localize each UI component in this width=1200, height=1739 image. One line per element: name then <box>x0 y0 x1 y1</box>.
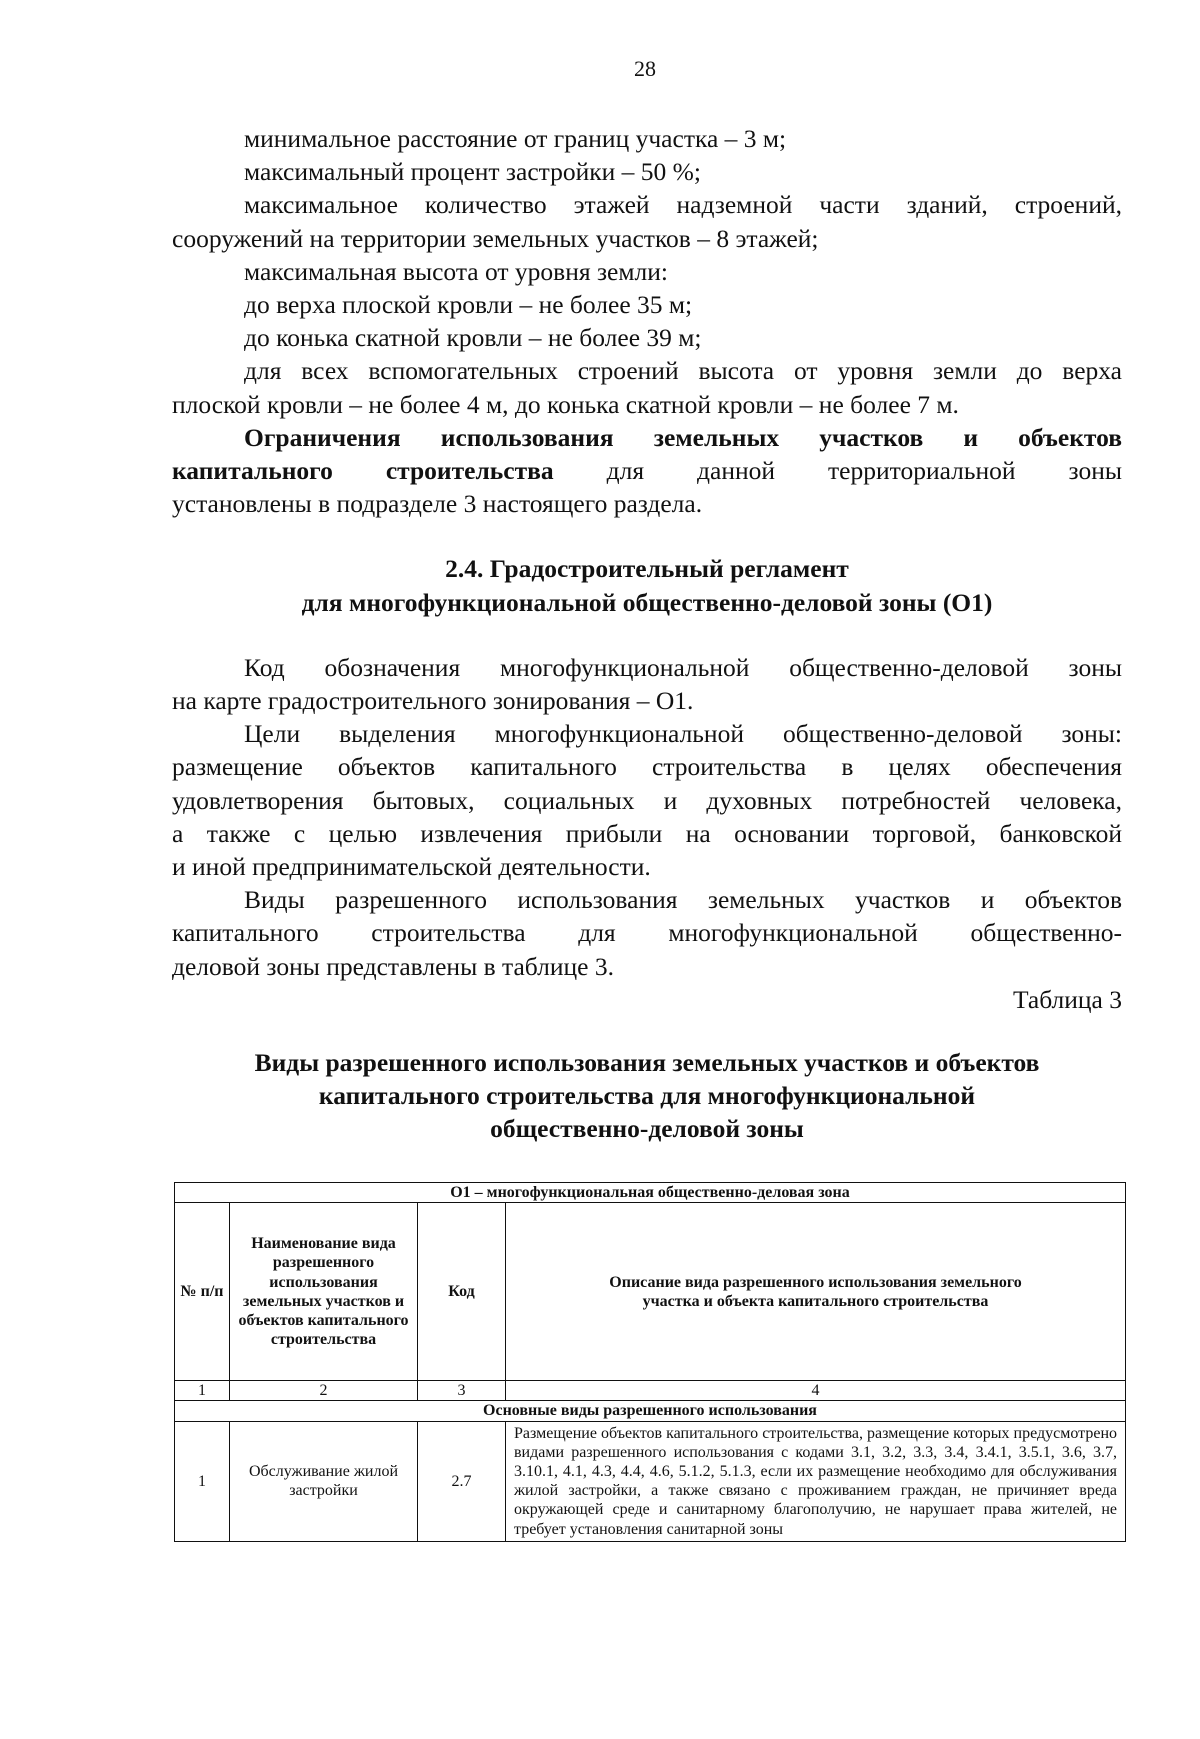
text-line: до конька скатной кровли – не более 39 м; <box>244 323 702 353</box>
group-header: Основные виды разрешенного использования <box>175 1401 1126 1421</box>
text-line: деловой зоны представлены в таблице 3. <box>172 951 614 981</box>
text-line: максимальная высота от уровня земли: <box>244 256 668 286</box>
section-title-line: 2.4. Градостроительный регламент <box>445 554 849 584</box>
text-line: минимальное расстояние от границ участка – 3 м; <box>244 124 787 153</box>
text-line: Цели выделения многофункциональной общественно-деловой зоны: <box>244 719 1122 749</box>
table-title-line: общественно-деловой зоны <box>490 1114 804 1144</box>
col-header-code: Код <box>418 1203 506 1381</box>
document-body <box>172 122 1122 1146</box>
index-cell: 3 <box>418 1381 506 1401</box>
table-label: Таблица 3 <box>1012 984 1122 1014</box>
row-name: Обслуживание жилой застройки <box>230 1421 418 1541</box>
text-line: Виды разрешенного использования земельных участков и объектов <box>244 885 1122 915</box>
text-line: и иной предпринимательской деятельности. <box>172 852 651 882</box>
restrictions-text-fragment: для данной территориальной зоны <box>606 456 1122 486</box>
text-line: плоской кровли – не более 4 м, до конька скатной кровли – не более 7 м. <box>172 389 959 419</box>
col-header-description: Описание вида разрешенного использования земельного участка и объекта капитального строительства <box>506 1203 1126 1381</box>
text-line: капитального строительства для многофункциональной общественно- <box>172 918 1122 948</box>
text-line: до верха плоской кровли – не более 35 м; <box>244 290 693 320</box>
text-line: размещение объектов капитального строительства в целях обеспечения <box>172 752 1122 782</box>
table-title-line: капитального строительства для многофункциональной <box>318 1081 976 1111</box>
index-cell: 4 <box>506 1381 1126 1401</box>
section-title-line: для многофункциональной общественно-деловой зоны (О1) <box>301 587 993 617</box>
row-description: Размещение объектов капитального строительства, размещение которых предусмотрено видами разрешенного использования с кодами 3.1, 3.2, 3.3, 3.4, 3.4.1, 3.5.1, 3.6, 3.7, 3.10.1, 4.1, 4.3, 4.4, 4.6, 5.1.2, 5.1.3, если их размещение необходимо для обслуживания жилой застройки, а также связано с проживанием граждан, не причиняет вреда окружающей среде и санитарному благополучию, не нарушает права жителей, не требует установления санитарной зоны <box>506 1421 1126 1541</box>
text-line: для всех вспомогательных строений высота от уровня земли до верха <box>244 356 1122 386</box>
index-cell: 1 <box>175 1381 230 1401</box>
text-line: удовлетворения бытовых, социальных и духовных потребностей человека, <box>172 785 1122 815</box>
row-num: 1 <box>175 1421 230 1541</box>
text-line: а также с целью извлечения прибыли на основании торговой, банковской <box>172 818 1122 848</box>
col-header-name: Наименование вида разрешенного использования земельных участков и объектов капитального строительства <box>230 1203 418 1381</box>
restrictions-line <box>172 454 1122 487</box>
text-line: максимальный процент застройки – 50 %; <box>244 157 701 187</box>
table-title-line: Виды разрешенного использования земельных участков и объектов <box>254 1048 1040 1078</box>
table-row <box>175 1421 1126 1541</box>
text-line: на карте градостроительного зонирования – О1. <box>172 686 694 716</box>
restrictions-bold-fragment: капитального строительства <box>172 456 554 486</box>
text-line: сооружений на территории земельных участков – 8 этажей; <box>172 223 819 253</box>
page-number: 28 <box>634 56 656 81</box>
text-line: Код обозначения многофункциональной общественно-деловой зоны <box>244 652 1122 682</box>
regulations-table <box>174 1182 1126 1542</box>
index-cell: 2 <box>230 1381 418 1401</box>
col-header-num: № п/п <box>175 1203 230 1381</box>
zone-header: О1 – многофункциональная общественно-деловая зона <box>175 1183 1126 1203</box>
text-line: максимальное количество этажей надземной части зданий, строений, <box>244 190 1122 220</box>
row-code: 2.7 <box>418 1421 506 1541</box>
restrictions-heading-line: Ограничения использования земельных участков и объектов <box>244 422 1122 452</box>
text-line: установлены в подразделе 3 настоящего раздела. <box>172 489 703 519</box>
